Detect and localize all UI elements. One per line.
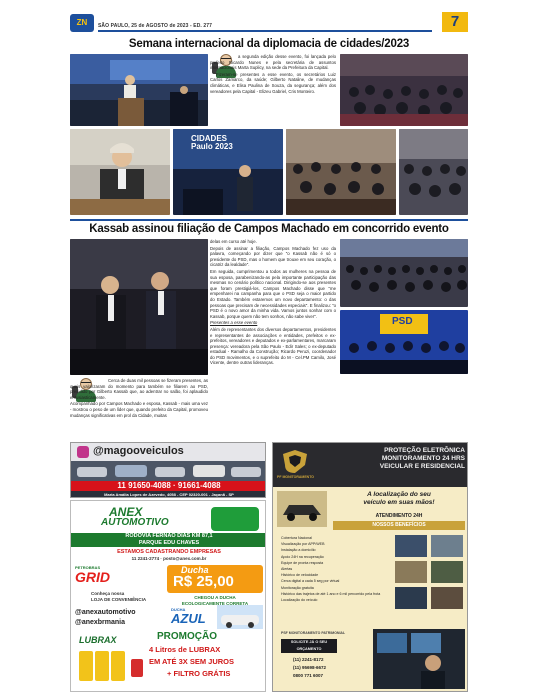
instagram-icon xyxy=(77,446,89,458)
pf-benefits-title: NOSSOS BENEFÍCIOS xyxy=(333,521,465,530)
grid-logo: GRID xyxy=(75,569,110,585)
article1-paragraph-2: Fizeram-se presentes a esse evento, os secretários Luiz Carlos Zamarco, da saúde; Gilberto Nataline, de mudanças climáticas, e Elisa Paulina de Souza, da segurança; além dos vereadores pela Capital - Elizeu Gabriel, Cris Monteiro. xyxy=(210,71,336,94)
benefit-item: Alertas xyxy=(281,567,293,572)
shield-icon xyxy=(281,449,309,473)
magoo-address: Maria Amália Lopes de Azevedo, 4058 - CEP 02320-001 - Jaçanã - SP xyxy=(104,492,234,497)
lubrax-logo: LUBRAX xyxy=(79,635,117,645)
promo-line-1: 4 Litros de LUBRAX xyxy=(149,645,221,654)
pf-cta: SOLICITE JÁ O SEU ORÇAMENTO xyxy=(281,639,337,653)
petrobras-label: PETROBRAS xyxy=(75,565,101,570)
benefit-item: Cerca digital a cada 5 seg por virtual xyxy=(281,579,340,584)
ad-pf-monitoramento[interactable] xyxy=(272,442,468,692)
promo-line-2: EM ATÉ 3X SEM JUROS xyxy=(149,657,235,666)
article2-paragraph-3: Em seguida, cumprimentou a todos as mulheres na pessoa de sua esposa, parabenizando-as pela importante participação das mesmas no cenário político nacional. Dirigindo-se aos presentes que foram prestigiá-los, Campos Machado disse que "me empenharei na campanha para que o PSD seja o maior partido do Estado. Também estaremos um novo departamento: o das pessoas que precisam de necessidades especiais". E finalizou: "o PSD é o novo amor da minha vida. Vamos juntos sonhar com o Kassab, porque quem não tem sonhos, não sabe viver". xyxy=(210,268,336,319)
ad-anex-automotivo[interactable] xyxy=(70,500,266,692)
anex-badge xyxy=(211,507,259,531)
article2-left-column xyxy=(70,378,208,419)
pf-tagline: A localização do seu veículo em suas mãos! xyxy=(363,491,435,506)
article1-body xyxy=(210,54,336,95)
promo-title: PROMOÇÃO xyxy=(157,631,217,642)
benefit-item: Histórico das trajetos de até 1 ano e 6 mil percorrido pela frota xyxy=(281,591,381,596)
psd-logo-text: PSD xyxy=(392,316,413,327)
pf-brand: PF MONITORAMENTO xyxy=(277,475,315,479)
screen-caption: CIDADES Paulo 2023 xyxy=(191,134,233,151)
benefit-item: Apoio 24H na recuperação xyxy=(281,554,324,559)
benefit-item: Equipe de pronta resposta xyxy=(281,560,324,565)
anex-contact: 11 2241-2774 · posto@anex.com.br xyxy=(131,556,207,561)
page-number: 7 xyxy=(442,12,468,32)
article2-subhead: Presentes a esse evento xyxy=(210,320,258,326)
article2-paragraph-2: Depois de assinar a filiação, Campos Machado fez uso da palavra, começando por dizer que "o Kassab não é só o presidente do PSD, mas o homem que trouxe em seu coração, o cicatriz da lealdade". xyxy=(210,245,336,268)
photo-stage-psd xyxy=(340,310,468,374)
magoo-phones: 11 91650-4088 · 91661-4088 xyxy=(71,481,266,491)
anex-instagram-1: @anexautomotivo xyxy=(75,609,136,616)
anex-address: RODOVIA FERNÃO DIAS KM 87,1 PARQUE EDU CHAVES xyxy=(71,533,266,547)
page-header xyxy=(60,10,478,34)
pf-app-screens xyxy=(395,535,465,625)
ducha-azul-top: DUCHA xyxy=(171,607,186,612)
benefit-item: Localização do veículo xyxy=(281,598,318,603)
ducha-azul-logo: AZUL xyxy=(171,611,206,626)
pf-phone-1: (11) 2241-8172 xyxy=(293,657,324,662)
benefit-item: Instalação a domicílio xyxy=(281,548,316,553)
pf-phone-2: (11) 95698-6672 xyxy=(293,665,327,670)
dateline: SÃO PAULO, 25 de AGOSTO de 2023 - ED. 277 xyxy=(98,23,213,29)
anex-hiring: ESTAMOS CADASTRANDO EMPRESAS xyxy=(117,549,221,555)
anex-chegou: CHEGOU A DUCHA ECOLOGICAMENTE CORRETA xyxy=(181,595,249,606)
anex-brand-top: ANEX xyxy=(109,505,143,519)
ad-magoo-veiculos[interactable] xyxy=(70,442,266,498)
car-image xyxy=(277,491,327,527)
newspaper-logo xyxy=(70,14,94,32)
article2-left-paragraph-1: Cerca de duas mil pessoas se fizeram presentes, as quais valorizaram do momento para também se filiarem ao PSD, presidido por Gilberto Kassab que, ao adentrar no salão, foi aplaudido entusiasticamente. xyxy=(70,378,208,400)
article2-headline: Kassab assinou filiação de Campos Machado em concorrido evento xyxy=(89,223,449,235)
anex-conveniencia: Conheça nossa LOJA DE CONVENIÊNCIA xyxy=(91,591,147,602)
section-divider xyxy=(70,219,468,221)
article1-headline: Semana internacional da diplomacia de cidades/2023 xyxy=(128,38,410,50)
pf-operator-photo xyxy=(373,629,465,689)
anex-brand-bottom: AUTOMOTIVO xyxy=(101,517,169,528)
ducha-price: R$ 25,00 xyxy=(173,573,234,590)
benefit-item: Histórico de velocidade xyxy=(281,573,319,578)
pf-benefits-list xyxy=(281,535,391,603)
pf-headline: PROTEÇÃO ELETRÔNICA MONITORAMENTO 24 HRS VEICULAR E RESIDENCIAL xyxy=(379,447,465,470)
article1-paragraph-1: a segunda edição desse evento, foi lançada pelo prefeito Ricardo Nunes e pela secretária de assuntos internacionais Marta Suplicy, na sede da Prefeitura da Capital. xyxy=(210,54,336,71)
ducha-label: Ducha xyxy=(181,565,209,575)
photo-crowd-hall xyxy=(340,239,468,307)
photo-official-portrait xyxy=(70,129,170,215)
photo-meeting-table xyxy=(286,129,396,215)
article2-right-column xyxy=(210,239,336,367)
pf-service: ATENDIMENTO 24H xyxy=(375,513,423,519)
benefit-item: Monitoração gratuita xyxy=(281,585,314,590)
article2-paragraph-1: delas em curso até hoje. xyxy=(210,239,257,244)
anex-instagram-2: @anexbrmania xyxy=(75,619,126,626)
pf-phone-3: 0800 771 6007 xyxy=(293,673,324,678)
logo-text: ZN xyxy=(76,18,88,27)
article2-paragraph-4: Além de representantes dos diversos departamentos, presidentes e representantes de associações e entidades, prefeitos e ex-prefeitos, vereadores e deputados e ex-parlamentares, marcaram presença: vereadora pela São Paulo - Edir Sales; o ex-deputado estadual - Ramalho da Construção; Ricardo Peruzi, coordenador do PSD movimentos, e o suprefeito do M - Cel.PM Camilo, José Vicente, dentre outras lideranças. xyxy=(210,326,336,366)
photo-podium-speaker xyxy=(70,54,208,126)
pf-footer-brand: PSF MONITORAMENTO PATRIMONIAL xyxy=(281,631,346,635)
photo-stage-presentation xyxy=(173,129,283,215)
promo-line-3: + FILTRO GRÁTIS xyxy=(167,669,231,678)
newspaper-page xyxy=(60,10,478,692)
benefit-item: Visualização por APP/WEB xyxy=(281,542,325,547)
benefit-item: Cobertura Nacional xyxy=(281,536,312,540)
magoo-handle: @magooveiculos xyxy=(93,445,184,457)
photo-audience xyxy=(340,54,468,126)
photo-audience-seated xyxy=(399,129,468,215)
header-rule xyxy=(98,30,432,32)
article2-left-paragraph-2: Acompanhado por Campos Machado e esposa, Kassab - mais uma vez - mostrou o peso de um líder que, quando prefeito da Capital, promoveu mudanças significativas em prol da Cidade, muitas xyxy=(70,401,208,418)
photo-signing-ceremony xyxy=(70,239,208,375)
